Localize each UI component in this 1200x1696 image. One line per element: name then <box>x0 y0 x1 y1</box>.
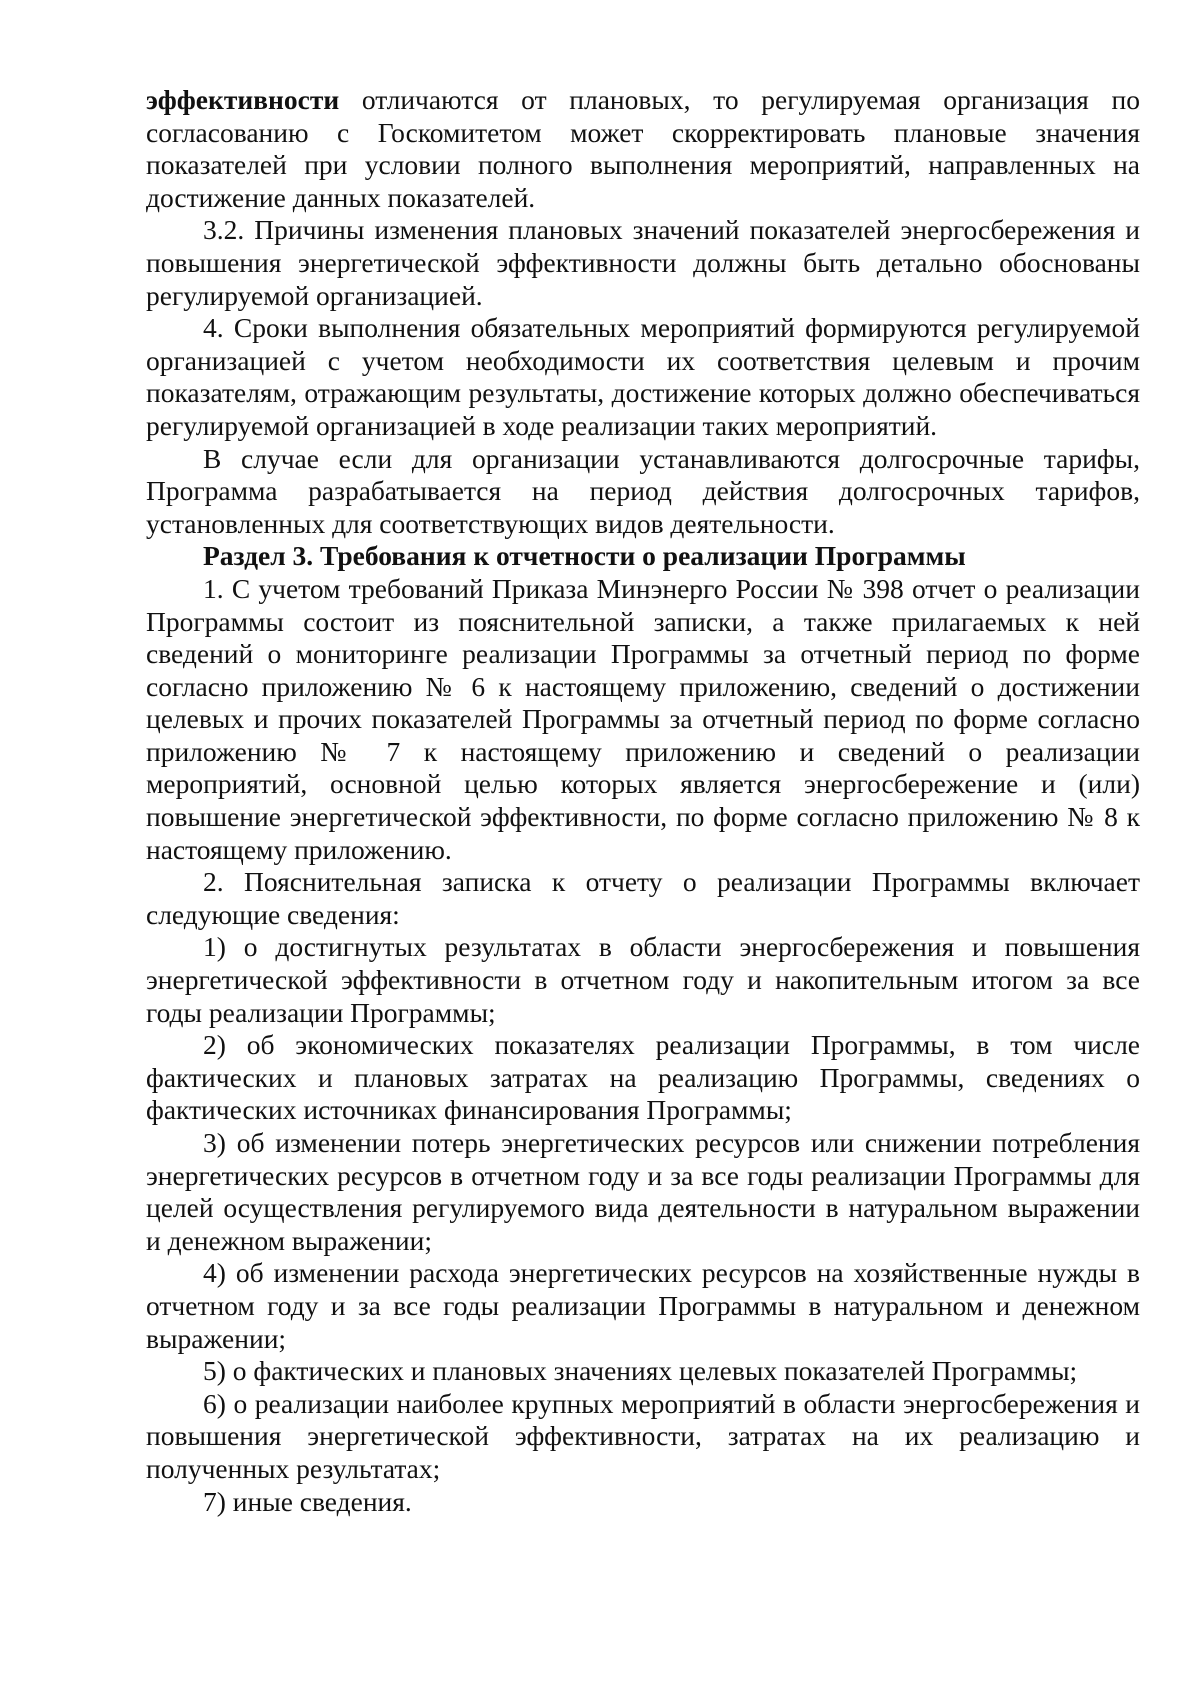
section-title: Раздел 3. Требования к отчетности о реализации Программы <box>203 540 966 572</box>
paragraph-long-term-tariffs: В случае если для организации устанавливаются долгосрочные тарифы, Программа разрабатывается на период действия долгосрочных тарифов, установленных для соответствующих видов деятельности. <box>146 442 1140 539</box>
paragraph-3-2: 3.2. Причины изменения плановых значений показателей энергосбережения и повышения энергетической эффективности должны быть детально обоснованы регулируемой организацией. <box>146 214 1140 311</box>
list-item: 5) о фактических и плановых значениях целевых показателей Программы; <box>203 1355 1078 1387</box>
list-item: 4) об изменении расхода энергетических ресурсов на хозяйственные нужды в отчетном году и за все годы реализации Программы в натуральном и денежном выражении; <box>146 1257 1140 1354</box>
paragraph-section3-1: 1. С учетом требований Приказа Минэнерго России № 398 отчет о реализации Программы состоит из пояснительной записки, а также прилагаемых к ней сведений о мониторинге реализации Программы за отчетный период по форме согласно приложению № 6 к настоящему приложению, сведений о достижении целевых и прочих показателей Программы за отчетный период по форме согласно приложению № 7 к настоящему приложению и сведений о реализации мероприятий, основной целью которых является энергосбережение и (или) повышение энергетической эффективности, по форме согласно приложению № 8 к настоящему приложению. <box>146 572 1140 865</box>
intro-paragraph <box>146 84 1140 214</box>
intro-continuation: отличаются от плановых, то регулируемая организация по согласованию с Госкомитетом может скорректировать плановые значения показателей при условии полного выполнения мероприятий, направленных на достижение данных показателей. <box>146 84 1140 213</box>
list-item: 3) об изменении потерь энергетических ресурсов или снижении потребления энергетических ресурсов в отчетном году и за все годы реализации Программы для целей осуществления регулируемого вида деятельности в натуральном выражении и денежном выражении; <box>146 1127 1140 1256</box>
intro-lead-bold: эффективности <box>146 84 340 115</box>
list-item: 1) о достигнутых результатах в области энергосбережения и повышения энергетической эффективности в отчетном году и накопительным итогом за все годы реализации Программы; <box>146 931 1140 1028</box>
list-item: 7) иные сведения. <box>203 1485 412 1517</box>
list-item: 6) о реализации наиболее крупных мероприятий в области энергосбережения и повышения энергетической эффективности, затратах на их реализацию и полученных результатах; <box>146 1387 1140 1484</box>
list-item: 2) об экономических показателях реализации Программы, в том числе фактических и плановых затратах на реализацию Программы, сведениях о фактических источниках финансирования Программы; <box>146 1029 1140 1126</box>
paragraph-section3-2: 2. Пояснительная записка к отчету о реализации Программы включает следующие сведения: <box>146 866 1140 930</box>
document-body <box>146 84 1140 1518</box>
paragraph-4: 4. Сроки выполнения обязательных мероприятий формируются регулируемой организацией с учетом необходимости их соответствия целевым и прочим показателям, отражающим результаты, достижение которых должно обеспечиваться регулируемой организацией в ходе реализации таких мероприятий. <box>146 312 1140 441</box>
